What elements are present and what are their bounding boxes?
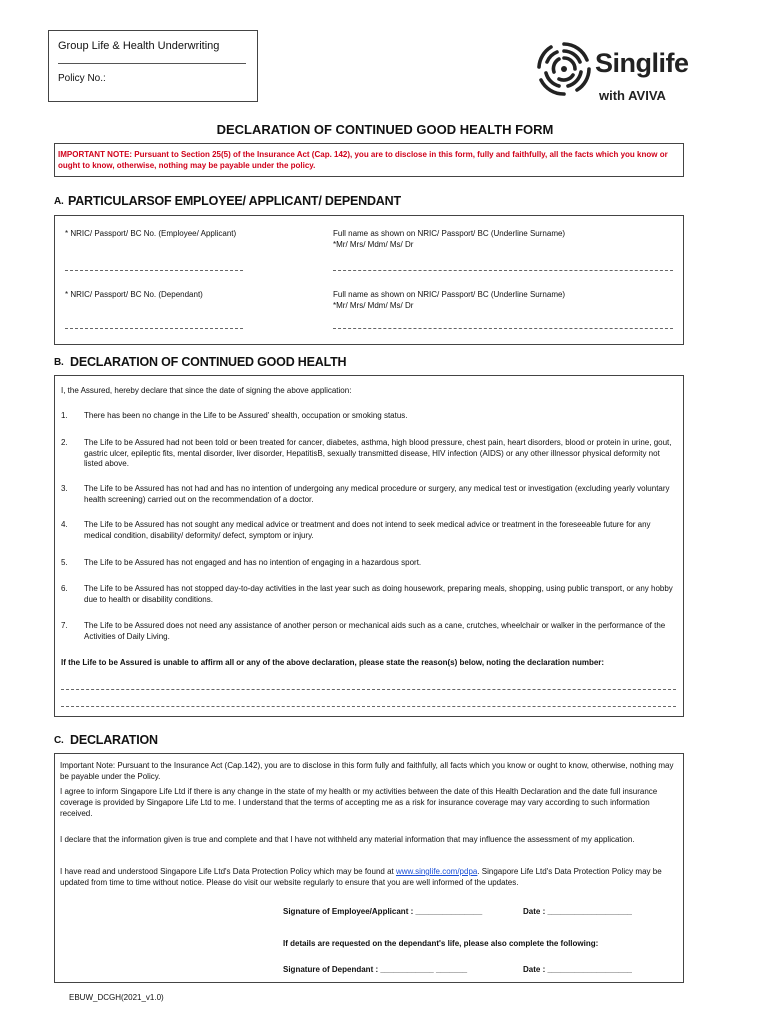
declaration-item: The Life to be Assured does not need any assistance of another person or mechanical aids such as a cane, crutches, wheelchair or walker in the performance of the Activities of Daily Living. <box>84 621 666 641</box>
full-name-label-2: Full name as shown on NRIC/ Passport/ BC (Underline Surname) <box>333 290 566 299</box>
brand-name: Singlife <box>595 48 689 78</box>
nric-employee-label: * NRIC/ Passport/ BC No. (Employee/ Applicant) <box>65 229 237 238</box>
declaration-para-2: I agree to inform Singapore Life Ltd if there is any change in the state of my health or my activities between the date of this Health Declaration and the date full insurance coverage is provided by Singapore Life Ltd to me. I understand that the terms of accepting me as a risk for insurance coverage may vary according to such information received. <box>60 787 658 818</box>
dependant-date-label[interactable]: Date : ___________________ <box>523 965 632 974</box>
underwriting-label: Group Life & Health Underwriting <box>58 40 220 52</box>
full-name-label-1: Full name as shown on NRIC/ Passport/ BC (Underline Surname) <box>333 229 566 238</box>
section-c-letter: C. <box>54 735 64 746</box>
item-number: 7. <box>61 621 68 630</box>
declaration-para-3: I declare that the information given is true and complete and that I have not withheld any material information that may influence the assessment of my application. <box>60 835 635 844</box>
declaration-item: The Life to be Assured has not had and has no intention of undergoing any medical procedure or surgery, any medical test or investigation (excluding yearly voluntary health screening) carried out on the recommendation of a doctor. <box>84 484 670 504</box>
pdpa-link[interactable]: www.singlife.com/pdpa <box>395 867 478 876</box>
swirl-logo-icon <box>535 40 593 98</box>
brand-sub: with AVIVA <box>599 88 666 103</box>
pdpa-text-pre: I have read and understood Singapore Life Ltd's Data Protection Policy which may be found at <box>60 867 396 876</box>
employee-date-label[interactable]: Date : ___________________ <box>523 907 632 916</box>
nric-employee-field[interactable] <box>65 270 243 271</box>
declaration-para-1: Important Note: Pursuant to the Insurance Act (Cap.142), you are to disclose in this form fully and faithfully, all facts which you know or ought to know, otherwise, nothing may be payable under the Policy. <box>60 761 674 781</box>
full-name-field-2[interactable] <box>333 328 673 329</box>
item-number: 6. <box>61 584 68 593</box>
important-note-box <box>54 143 684 177</box>
section-a-letter: A. <box>54 196 64 207</box>
item-number: 5. <box>61 558 68 567</box>
nric-dependant-field[interactable] <box>65 328 243 329</box>
section-b-intro: I, the Assured, hereby declare that since the date of signing the above application: <box>61 386 352 395</box>
item-number: 2. <box>61 438 68 447</box>
section-c-heading: DECLARATION <box>70 733 158 747</box>
title-options-1: *Mr/ Mrs/ Mdm/ Ms/ Dr <box>333 240 414 249</box>
dependant-note: If details are requested on the dependant's life, please also complete the following: <box>283 939 599 948</box>
section-a-heading: PARTICULARSOF EMPLOYEE/ APPLICANT/ DEPENDANT <box>68 194 401 208</box>
section-a-box <box>54 215 684 345</box>
singlife-logo <box>535 40 725 110</box>
section-b-letter: B. <box>54 357 64 368</box>
header-box <box>48 30 258 102</box>
declaration-item: The Life to be Assured has not sought any medical advice or treatment and does not intend to seek medical advice or treatment in the foreseeable future for any medical condition, disability/ deformity/ defect, symptom or injury. <box>84 520 651 540</box>
reason-field-2[interactable] <box>61 706 676 707</box>
important-note: IMPORTANT NOTE: Pursuant to Section 25(5) of the Insurance Act (Cap. 142), you are to disclose in this form, fully and faithfully, all the facts which you know or ought to know, otherwise, nothing may be payable under the policy. <box>58 150 668 170</box>
employee-signature-label[interactable]: Signature of Employee/Applicant : _______________ <box>283 907 483 916</box>
dependant-signature-label[interactable]: Signature of Dependant : ____________ _______ <box>283 965 468 974</box>
declaration-item: The Life to be Assured has not stopped day-to-day activities in the last year such as doing housework, preparing meals, shopping, using public transport, or any hobby due to health or disability conditions. <box>84 584 673 604</box>
pdpa-text-post: . Singapore Life Ltd's Data Protection Policy may be updated from time to time without notice. Please do visit our website regularly to ensure that you are well informed of the updates. <box>60 867 662 887</box>
policy-label: Policy No.: <box>58 73 106 84</box>
unable-to-affirm-note: If the Life to be Assured is unable to affirm all or any of the above declaration, please state the reason(s) below, noting the declaration number: <box>61 658 605 667</box>
nric-dependant-label: * NRIC/ Passport/ BC No. (Dependant) <box>65 290 203 299</box>
declaration-item: The Life to be Assured had not been told or been treated for cancer, diabetes, asthma, high blood pressure, chest pain, heart disorders, blood or protein in urine, gout, gastric ulcer, epileptic fits, mental disorder, liver disorder, HepatitisB, sexually transmitted disease, HIV infection (AIDS) or any other illnessor physical deformity not listed above. <box>84 438 672 468</box>
item-number: 4. <box>61 520 68 529</box>
footer-code: EBUW_DCGH(2021_v1.0) <box>69 993 164 1002</box>
section-b-box <box>54 375 684 717</box>
underwriting-rule <box>58 63 246 64</box>
section-b-heading: DECLARATION OF CONTINUED GOOD HEALTH <box>70 355 347 369</box>
full-name-field-1[interactable] <box>333 270 673 271</box>
title-options-2: *Mr/ Mrs/ Mdm/ Ms/ Dr <box>333 301 414 310</box>
section-c-box <box>54 753 684 983</box>
item-number: 1. <box>61 411 68 420</box>
item-number: 3. <box>61 484 68 493</box>
reason-field-1[interactable] <box>61 689 676 690</box>
declaration-item: There has been no change in the Life to be Assured' shealth, occupation or smoking status. <box>84 411 408 420</box>
declaration-item: The Life to be Assured has not engaged and has no intention of engaging in a hazardous sport. <box>84 558 422 567</box>
declaration-para-4 <box>60 866 678 888</box>
form-title: DECLARATION OF CONTINUED GOOD HEALTH FORM <box>216 122 554 137</box>
